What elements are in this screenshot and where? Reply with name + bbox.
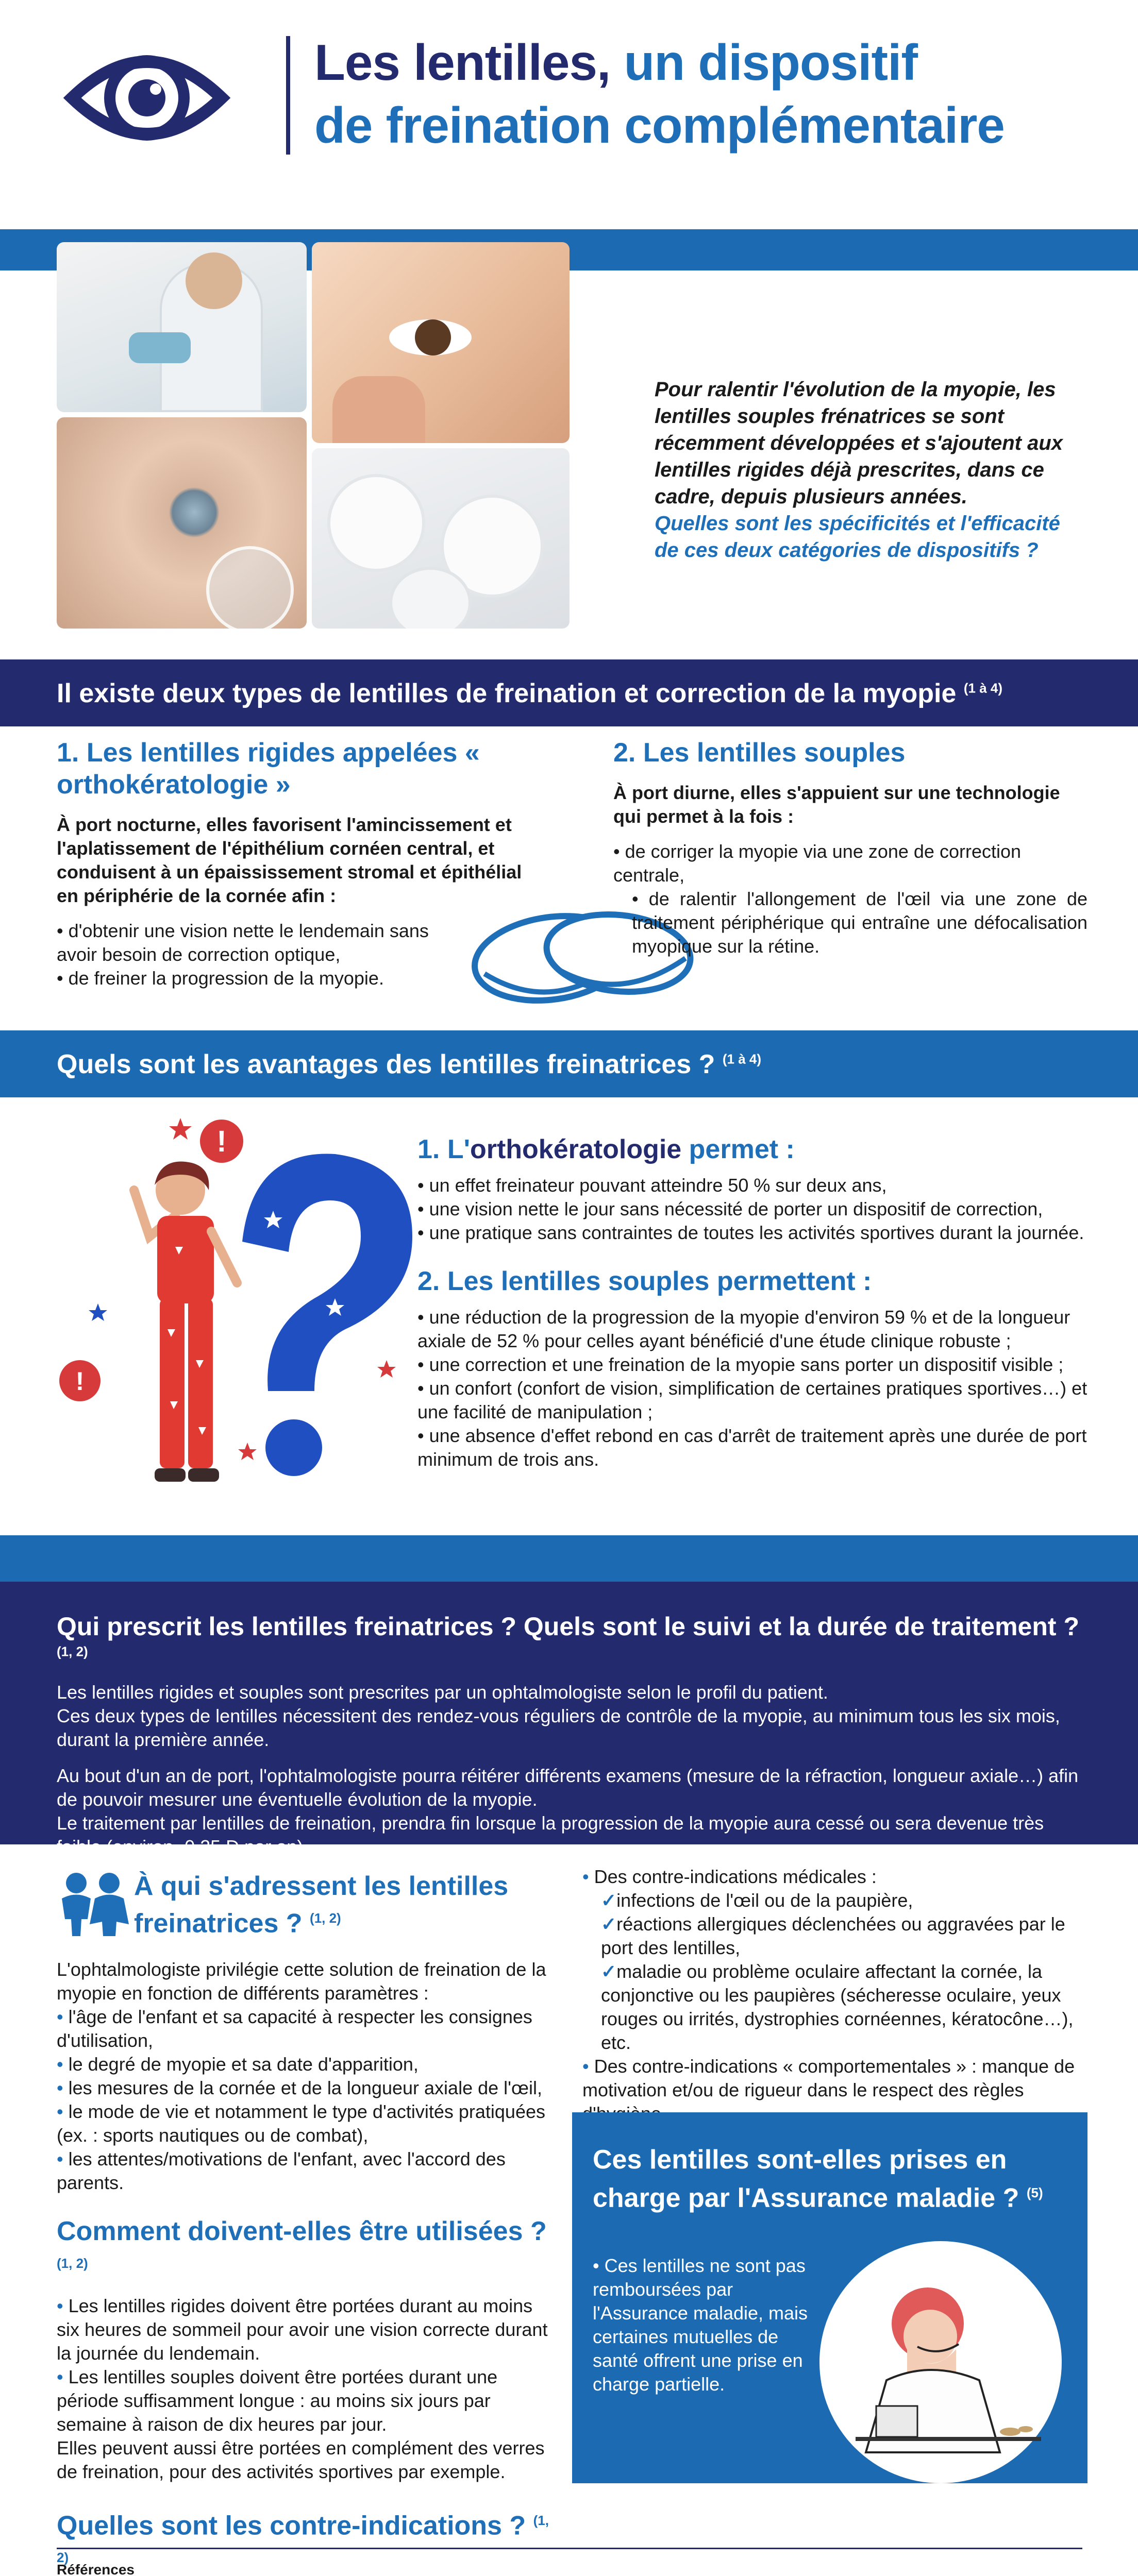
types-band-title: Il existe deux types de lentilles de freination et correction de la myopie $^{(1 à 4)}$	[57, 679, 1003, 708]
list-item: • de corriger la myopie via une zone de correction centrale,	[613, 841, 1022, 886]
prescribe-section	[0, 1582, 1138, 1857]
types-band	[0, 659, 1138, 726]
soft-lens-section	[613, 737, 1087, 958]
who-section	[57, 1870, 551, 2576]
list-item: • une pratique sans contraintes de toutes les activités sportives durant la journée.	[417, 1222, 1084, 1243]
list-item: • le degré de myopie et sa date d'apparition,	[57, 2054, 419, 2075]
soft-lens-title: 2. Les lentilles souples	[613, 738, 906, 768]
list-item: • de freiner la progression de la myopie.	[57, 968, 384, 989]
list-item: • le mode de vie et notamment le type d'activités pratiquées (ex. : sports nautiques ou de combat),	[57, 2101, 545, 2146]
intro-question: Quelles sont les spécificités et l'efficacité de ces deux catégories de dispositifs ?	[655, 512, 1060, 562]
references-title: Références	[57, 2562, 135, 2576]
soft-lens-list	[613, 840, 1087, 958]
references-divider	[57, 2548, 1082, 2549]
prescribe-p1: Les lentilles rigides et souples sont prescrites par un ophtalmologiste selon le profil du patient.	[57, 1682, 828, 1703]
rigid-lens-intro: À port nocturne, elles favorisent l'amincissement et l'aplatissement de l'épithélium cornéen central, et conduisent à un épaississement stromal et épithélial en périphérie de la cornée afin :	[57, 814, 522, 906]
list-item: • une réduction de la progression de la myopie d'environ 59 % et de la longueur axiale de 52 % pour celles ayant bénéficié d'une étude clinique robuste ;	[417, 1307, 1070, 1351]
soft-advantages-list	[417, 1306, 1087, 1471]
list-item: • un effet freinateur pouvant atteindre 50 % sur deux ans,	[417, 1175, 887, 1196]
list-item: • une vision nette le jour sans nécessité de porter un dispositif de correction,	[417, 1198, 1043, 1219]
advantages-band-title: Quels sont les avantages des lentilles freinatrices ? $^{(1 à 4)}$	[57, 1049, 762, 1079]
list-item: ✓infections de l'œil ou de la paupière,	[601, 1890, 913, 1911]
svg-text:!: !	[216, 1125, 227, 1158]
list-item: • Les lentilles rigides doivent être portées durant au moins six heures de sommeil pour avoir une vision correcte durant la journée du lendemain.	[57, 2295, 548, 2364]
question-girl-illustration	[57, 1113, 417, 1535]
photo-lens-case	[312, 448, 570, 629]
list-item: • l'âge de l'enfant et sa capacité à respecter les consignes d'utilisation,	[57, 2006, 532, 2052]
soft-lens-intro: À port diurne, elles s'appuient sur une technologie qui permet à la fois :	[613, 782, 1060, 827]
list-item: • les mesures de la cornée et de la longueur axiale de l'œil,	[57, 2077, 542, 2099]
insurance-box	[572, 2112, 1087, 2483]
page-title: Les lentilles, un dispositif de freination complémentaire	[314, 34, 1005, 154]
intro-text	[655, 376, 1087, 564]
eye-icon	[62, 36, 232, 160]
photo-optician	[57, 242, 307, 412]
insurance-text: • Ces lentilles ne sont pas remboursées par l'Assurance maladie, mais certaines mutuelles de santé offrent une prise en charge partielle.	[593, 2255, 808, 2395]
prescribe-p2: Ces deux types de lentilles nécessitent des rendez-vous réguliers de contrôle de la myopie, au minimum tous les six mois, durant la première année.	[57, 1705, 1060, 1750]
check-icon: ✓	[601, 1890, 617, 1911]
list-item: • Les lentilles souples doivent être portées durant une période suffisamment longue : au moins six jours par semaine à raison de dix heures par jour.	[57, 2366, 498, 2435]
svg-text:!: !	[75, 1367, 85, 1396]
insurance-title: Ces lentilles sont-elles prises en charge par l'Assurance maladie ? $^{(5)}$	[593, 2145, 1043, 2213]
usage-list	[57, 2294, 551, 2436]
prescribe-strip	[0, 1535, 1138, 1582]
references	[57, 2561, 1082, 2576]
rigid-lens-list	[57, 919, 459, 990]
header	[0, 0, 1138, 227]
who-list	[57, 2005, 551, 2195]
usage-title: Comment doivent-elles être utilisées ? $^{(1, 2)}$	[57, 2216, 547, 2272]
med-label: • Des contre-indications médicales :	[582, 1866, 877, 1887]
advantages-band	[0, 1030, 1138, 1097]
ortho-advantages-list	[417, 1174, 1087, 1245]
prescribe-p3: Au bout d'un an de port, l'ophtalmologiste pourra réitérer différents examens (mesure de la réfraction, longueur axiale…) afin de pouvoir mesurer une éventuelle évolution de la myopie.	[57, 1765, 1079, 1810]
list-item: • une absence d'effet rebond en cas d'arrêt de traitement après une durée de port minimum de trois ans.	[417, 1425, 1087, 1470]
usage-after: Elles peuvent aussi être portées en complément des verres de freination, pour des activités sportives par exemple.	[57, 2437, 545, 2482]
list-item: ✓maladie ou problème oculaire affectant la cornée, la conjonctive ou les paupières (sécheresse oculaire, yeux rouges ou irrités, dystrophies cornéennes, kératocône…), etc.	[601, 1961, 1074, 2053]
rigid-lens-title: 1. Les lentilles rigides appelées « orthokératologie »	[57, 738, 480, 800]
list-item: • un confort (confort de vision, simplification de certaines pratiques sportives…) et une facilité de manipulation ;	[417, 1378, 1087, 1422]
prescribe-title: Qui prescrit les lentilles freinatrices ? Quels sont le suivi et la durée de traitement ? $^{(1, 2)}$	[57, 1612, 1079, 1659]
check-icon: ✓	[601, 1913, 617, 1935]
list-item: • de ralentir l'allongement de l'œil via une zone de traitement périphérique qui entraîne une défocalisation myopique sur la rétine.	[632, 888, 1087, 957]
photo-child-lens	[312, 242, 570, 443]
check-icon: ✓	[601, 1961, 617, 1982]
ortho-advantages-title: 1. L'orthokératologie permet :	[417, 1134, 795, 1164]
behav-contra: • Des contre-indications « comportementales » : manque de motivation et/ou de rigueur dans le respect des règles	[582, 2056, 1075, 2100]
list-item: • d'obtenir une vision nette le lendemain sans avoir besoin de correction optique,	[57, 920, 429, 965]
contra-title: Quelles sont les contre-indications ? $^{(1, 2)}$	[57, 2510, 549, 2565]
photo-eye-lens	[57, 417, 307, 629]
intro-paragraph: Pour ralentir l'évolution de la myopie, les lentilles souples frénatrices se sont récemment développées et s'ajoutent aux lentilles rigides déjà prescrites, dans ce cadre, depuis plusieurs années.	[655, 378, 1063, 508]
ortho-advantages	[417, 1133, 1087, 1471]
header-divider	[286, 36, 290, 155]
med-list	[582, 1889, 1087, 2055]
list-item: • une correction et une freination de la myopie sans porter un dispositif visible ;	[417, 1354, 1064, 1375]
worried-woman-illustration	[845, 2267, 1051, 2473]
list-item: • les attentes/motivations de l'enfant, avec l'accord des parents.	[57, 2148, 506, 2194]
who-title: À qui s'adressent les lentilles freinatrices ? $^{(1, 2)}$	[134, 1871, 509, 1939]
contra-details	[582, 1865, 1087, 2126]
who-intro: L'ophtalmologiste privilégie cette solution de freination de la myopie en fonction de différents paramètres :	[57, 1959, 546, 2004]
prescribe-p4: Le traitement par lentilles de freination, prendra fin lorsque la progression de la myopie aura cessé ou sera devenue très faible (environ -0,25 D par an).	[57, 1812, 1044, 1857]
soft-advantages-title: 2. Les lentilles souples permettent :	[417, 1266, 872, 1296]
list-item: ✓réactions allergiques déclenchées ou aggravées par le port des lentilles,	[601, 1913, 1065, 1958]
